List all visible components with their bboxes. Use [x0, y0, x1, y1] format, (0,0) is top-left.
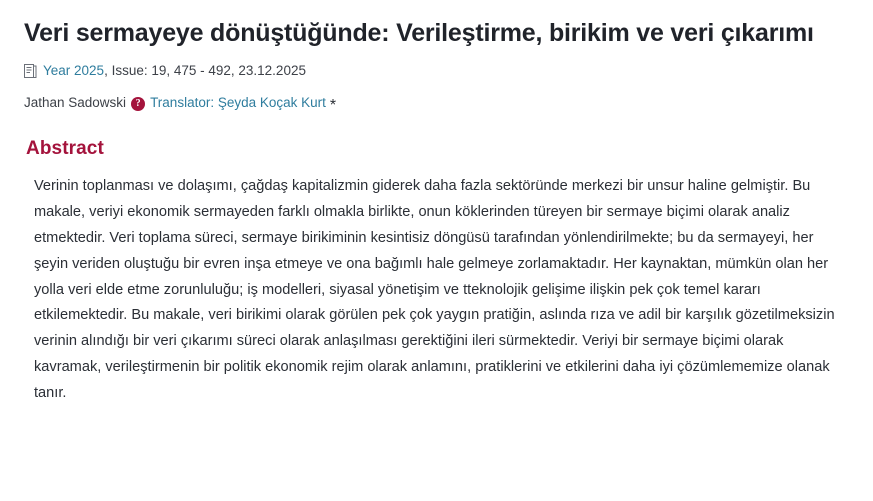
publication-details: , Issue: 19, 475 - 492, 23.12.2025	[104, 63, 306, 79]
publication-year-link[interactable]: Year 2025	[43, 63, 105, 79]
page-title: Veri sermayeye dönüştüğünde: Verileştirme, birikim ve veri çıkarımı	[24, 19, 814, 47]
abstract-heading: Abstract	[26, 137, 104, 159]
footnote-marker[interactable]: *	[329, 96, 337, 114]
abstract-text: Verinin toplanması ve dolaşımı, çağdaş kapitalizmin giderek daha fazla sektöründe merkezi bir unsur haline gelmiştir. Bu makale, veriyi ekonomik sermayeden farklı olmakla birlikte, onun köklerinden türeyen bir sermaye biçimi olarak analiz etmektedir. Veri toplama süreci, sermaye birikiminin kesintisiz döngüsü tarafından yönlendirilmekte; bu da sermayeyi, her şeyin veriden oluştuğu bir evren inşa etmeye ve ona bağımlı hale gelmeye zorlamaktadır. Her kaynaktan, mümkün olan her yolla veri elde etme zorunluluğu; iş modelleri, siyasal yönetişim ve tteknolojik gelişime ilişkin pek çok temel kararı etkilemektedir. Bu makale, veri birikimi olarak görülen pek çok yaygın pratiğin, aslında rıza ve adil bir karşılık gözetilmeksizin verinin alındığı bir veri çıkarımı süreci olarak anlaşılması gerektiğini ileri sürmektedir. Veriyi bir sermaye biçimi olarak kavramak, verileştirmenin bir politik ekonomik rejim olarak anlamını, pratiklerini ve etkilerini daha iyi çözümlememize olanak tanır.	[34, 177, 835, 402]
authors-line	[24, 95, 849, 114]
journal-icon	[24, 64, 37, 78]
publication-meta	[24, 63, 849, 79]
translator-link[interactable]: Translator: Şeyda Koçak Kurt	[150, 95, 326, 111]
help-icon[interactable]: ?	[131, 97, 145, 111]
author-name: Jathan Sadowski	[24, 95, 127, 111]
